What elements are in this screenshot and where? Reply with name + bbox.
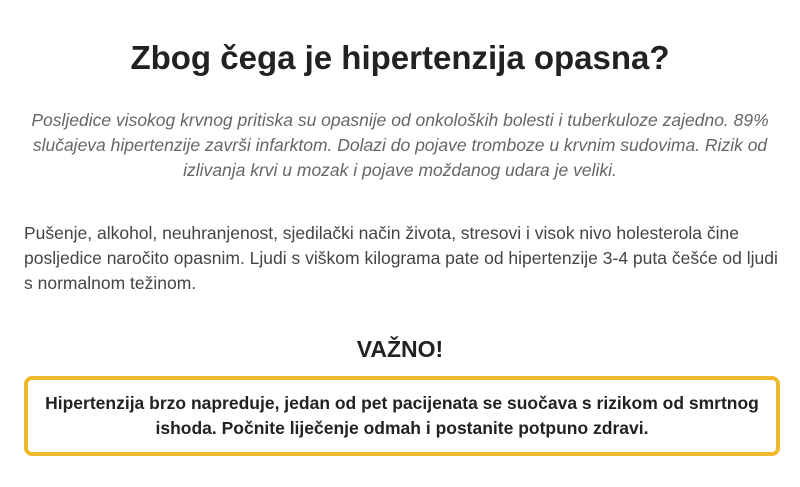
important-callout-box [24,376,780,456]
important-callout-text: Hipertenzija brzo napreduje, jedan od pet pacijenata se suočava s rizikom od smrtnog ishoda. Počnite liječenje odmah i postanite potpuno zdravi. [45,393,759,438]
important-heading: VAŽNO! [356,336,444,362]
article-lead-paragraph: Posljedice visokog krvnog pritiska su opasnije od onkoloških bolesti i tuberkuloze zajedno. 89% slučajeva hipertenzije završi infarktom. Dolazi do pojave tromboze u krvnim sudovima. Rizik od izlivanja krvi u mozak i pojave moždanog udara je veliki. [31,110,769,180]
article-body-paragraph: Pušenje, alkohol, neuhranjenost, sjedilački način života, stresovi i visok nivo holesterola čine posljedice naročito opasnim. Ljudi s viškom kilograma pate od hipertenzije 3-4 puta češće od ljudi s normalnom težinom. [24,223,778,293]
article-title: Zbog čega je hipertenzija opasna? [130,39,670,76]
